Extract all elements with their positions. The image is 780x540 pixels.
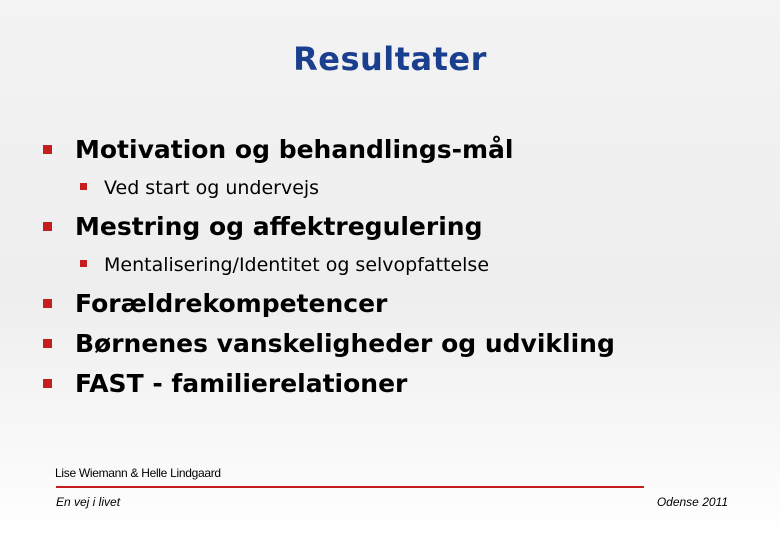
red-square-bullet-icon [43,339,52,348]
bullet-text: Børnenes vanskeligheder og udvikling [75,329,615,358]
footer-right-text: Odense 2011 [656,495,728,509]
bullet-item-level1 [43,207,763,247]
bullet-list [43,130,763,404]
red-square-bullet-icon [43,222,52,231]
bullet-text: Motivation og behandlings-mål [75,135,514,164]
footer-divider [56,486,644,488]
red-square-bullet-icon [80,260,87,267]
red-square-bullet-icon [80,183,87,190]
bullet-item-level2 [43,170,763,206]
bullet-text: Mentalisering/Identitet og selvopfattelse [104,254,490,276]
bullet-item-level1 [43,130,763,170]
bullet-text: FAST - familierelationer [75,369,408,398]
bullet-item-level1 [43,364,763,404]
red-square-bullet-icon [43,299,52,308]
bullet-item-level1 [43,324,763,364]
bullet-text: Mestring og affektregulering [75,212,483,241]
bullet-item-level1 [43,284,763,324]
bullet-text: Forældrekompetencer [75,289,388,318]
footer-left-text: En vej i livet [56,495,121,509]
bullet-text: Ved start og undervejs [104,177,320,199]
red-square-bullet-icon [43,145,52,154]
footer-authors: Lise Wiemann & Helle Lindgaard [55,466,221,480]
slide-title: Resultater [293,40,487,78]
red-square-bullet-icon [43,379,52,388]
bullet-item-level2 [43,247,763,283]
